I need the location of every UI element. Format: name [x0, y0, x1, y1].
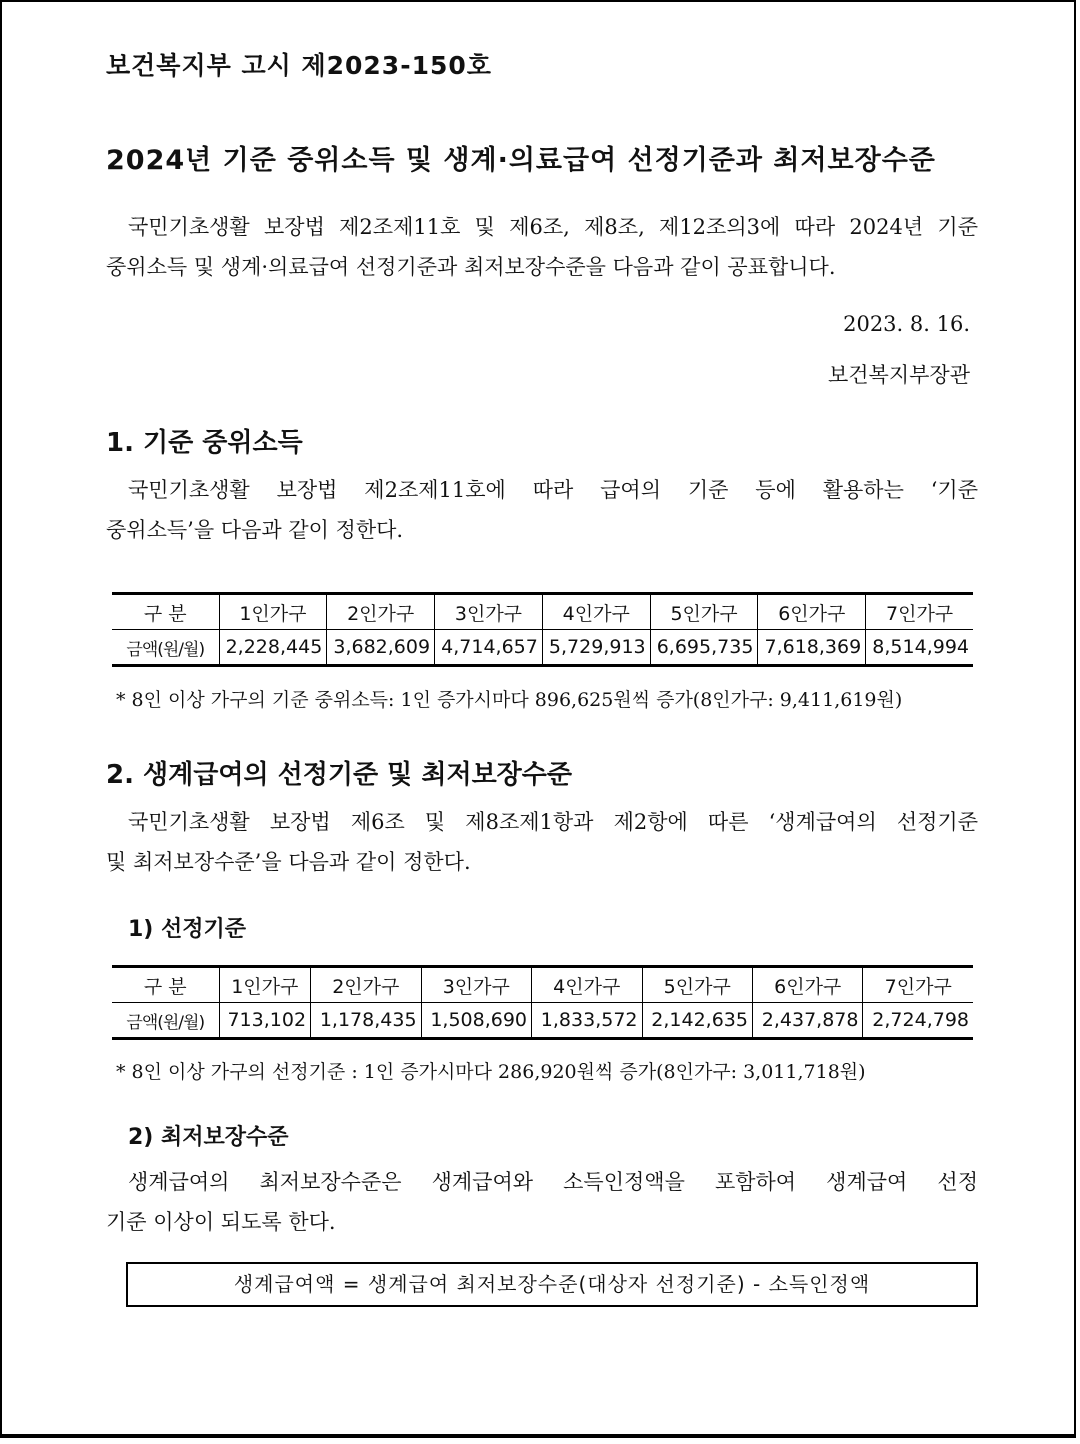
header-cell: 3인가구	[421, 967, 531, 1003]
header-cell: 7인가구	[866, 594, 973, 630]
row-label: 금액(원/월)	[112, 630, 219, 666]
issuer: 보건복지부장관	[827, 363, 970, 387]
intro-line-2: 중위소득 및 생계·의료급여 선정기준과 최저보장수준을 다음과 같이 공표합니다.	[106, 255, 836, 279]
section1-line-2: 중위소득’을 다음과 같이 정한다.	[106, 518, 404, 542]
section2-heading: 2. 생계급여의 선정기준 및 최저보장수준	[106, 760, 573, 790]
section2-line-1: 국민기초생활 보장법 제6조 및 제8조제1항과 제2항에 따른 ‘생계급여의 선정기준	[128, 810, 978, 834]
header-cell: 4인가구	[542, 594, 650, 630]
notice-date: 2023. 8. 16.	[843, 312, 970, 336]
value-cell: 3,682,609	[327, 630, 435, 666]
section1-heading: 1. 기준 중위소득	[106, 428, 303, 458]
intro-line-1: 국민기초생활 보장법 제2조제11호 및 제6조, 제8조, 제12조의3에 따라 2024년 기준	[128, 215, 978, 239]
document-title: 2024년 기준 중위소득 및 생계·의료급여 선정기준과 최저보장수준	[106, 145, 936, 176]
subsection2-line-1: 생계급여의 최저보장수준은 생계급여와 소득인정액을 포함하여 생계급여 선정	[128, 1170, 978, 1194]
benefit-formula-box: 생계급여액 = 생계급여 최저보장수준(대상자 선정기준) - 소득인정액	[126, 1262, 978, 1307]
header-cell: 4인가구	[532, 967, 642, 1003]
section1-paragraph	[106, 470, 978, 550]
value-cell: 1,508,690	[421, 1003, 531, 1039]
row-label: 금액(원/월)	[112, 1003, 219, 1039]
subsection2-heading: 2) 최저보장수준	[128, 1125, 289, 1150]
header-cell: 구 분	[112, 594, 219, 630]
table-header-row	[112, 967, 973, 1003]
subsection1-heading: 1) 선정기준	[128, 917, 247, 942]
value-cell: 2,142,635	[642, 1003, 752, 1039]
subsection1-note: * 8인 이상 가구의 선정기준 : 1인 증가시마다 286,920원씩 증가(8인가구: 3,011,718원)	[116, 1061, 866, 1083]
header-cell: 5인가구	[650, 594, 758, 630]
value-cell: 2,228,445	[219, 630, 327, 666]
value-cell: 713,102	[219, 1003, 311, 1039]
table-row	[112, 1003, 973, 1039]
header-cell: 5인가구	[642, 967, 752, 1003]
value-cell: 6,695,735	[650, 630, 758, 666]
median-income-table	[112, 592, 973, 667]
header-cell: 3인가구	[435, 594, 543, 630]
value-cell: 5,729,913	[542, 630, 650, 666]
intro-paragraph	[106, 207, 978, 287]
header-cell: 7인가구	[863, 967, 973, 1003]
header-cell: 6인가구	[752, 967, 862, 1003]
section2-paragraph	[106, 802, 978, 882]
section1-line-1: 국민기초생활 보장법 제2조제11호에 따라 급여의 기준 등에 활용하는 ‘기준	[128, 478, 978, 502]
value-cell: 8,514,994	[872, 636, 969, 658]
value-cell: 4,714,657	[435, 630, 543, 666]
value-cell: 7,618,369	[758, 630, 866, 666]
table-row	[112, 630, 973, 666]
section1-note: * 8인 이상 가구의 기준 중위소득: 1인 증가시마다 896,625원씩 증가(8인가구: 9,411,619원)	[116, 689, 903, 711]
header-cell: 1인가구	[219, 967, 311, 1003]
subsection2-line-2: 기준 이상이 되도록 한다.	[106, 1210, 336, 1234]
header-cell: 1인가구	[219, 594, 327, 630]
header-cell: 구 분	[112, 967, 219, 1003]
subsection2-paragraph	[106, 1162, 978, 1242]
value-cell: 2,437,878	[752, 1003, 862, 1039]
header-cell: 6인가구	[758, 594, 866, 630]
value-cell: 1,178,435	[311, 1003, 421, 1039]
notice-number: 보건복지부 고시 제2023-150호	[106, 51, 492, 80]
selection-criteria-table	[112, 965, 973, 1040]
header-cell: 2인가구	[327, 594, 435, 630]
section2-line-2: 및 최저보장수준’을 다음과 같이 정한다.	[106, 850, 471, 874]
value-cell: 1,833,572	[532, 1003, 642, 1039]
table-header-row	[112, 594, 973, 630]
value-cell: 2,724,798	[872, 1009, 969, 1031]
header-cell: 2인가구	[311, 967, 421, 1003]
